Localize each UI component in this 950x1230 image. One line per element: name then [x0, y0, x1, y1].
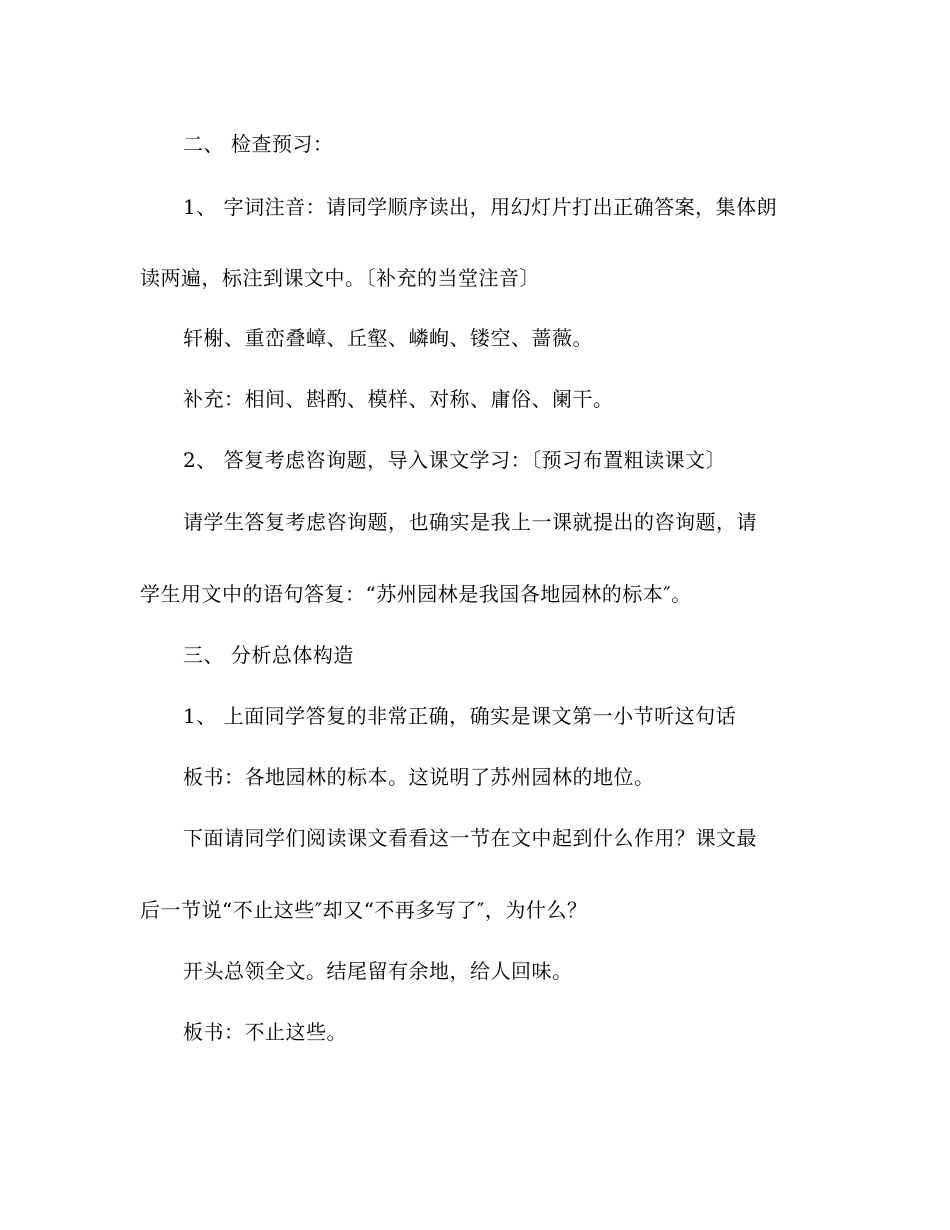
- paragraph-line: 1、 字词注音：请同学顺序读出，用幻灯片打出正确答案，集体朗: [183, 195, 778, 219]
- section-heading-3: 三、 分析总体构造: [183, 643, 354, 667]
- paragraph-line: 1、 上面同学答复的非常正确，确实是课文第一小节听这句话: [183, 704, 737, 728]
- paragraph-line: 后一节说“不止这些″却又“不再多写了″，为什么？: [140, 898, 588, 922]
- paragraph-line: 下面请同学们阅读课文看看这一节在文中起到什么作用？课文最: [183, 826, 757, 850]
- paragraph-line: 学生用文中的语句答复：“苏州园林是我国各地园林的标本″。: [140, 582, 692, 606]
- paragraph-line: 补充：相间、斟酌、模样、对称、庸俗、阑干。: [183, 387, 614, 411]
- paragraph-line: 读两遍，标注到课文中。〔补充的当堂注音〕: [140, 266, 540, 290]
- paragraph-line: 开头总领全文。结尾留有余地，给人回味。: [183, 959, 573, 983]
- paragraph-line: 板书：不止这些。: [183, 1020, 347, 1044]
- section-heading-2: 二、 检查预习：: [183, 132, 334, 156]
- paragraph-line: 请学生答复考虑咨询题，也确实是我上一课就提出的咨询题，请: [183, 510, 757, 534]
- paragraph-line: 板书：各地园林的标本。这说明了苏州园林的地位。: [183, 765, 655, 789]
- paragraph-line: 2、 答复考虑咨询题，导入课文学习：〔预习布置粗读课文〕: [183, 448, 727, 472]
- paragraph-line: 轩榭、重峦叠嶂、丘壑、嶙峋、镂空、蔷薇。: [183, 326, 593, 350]
